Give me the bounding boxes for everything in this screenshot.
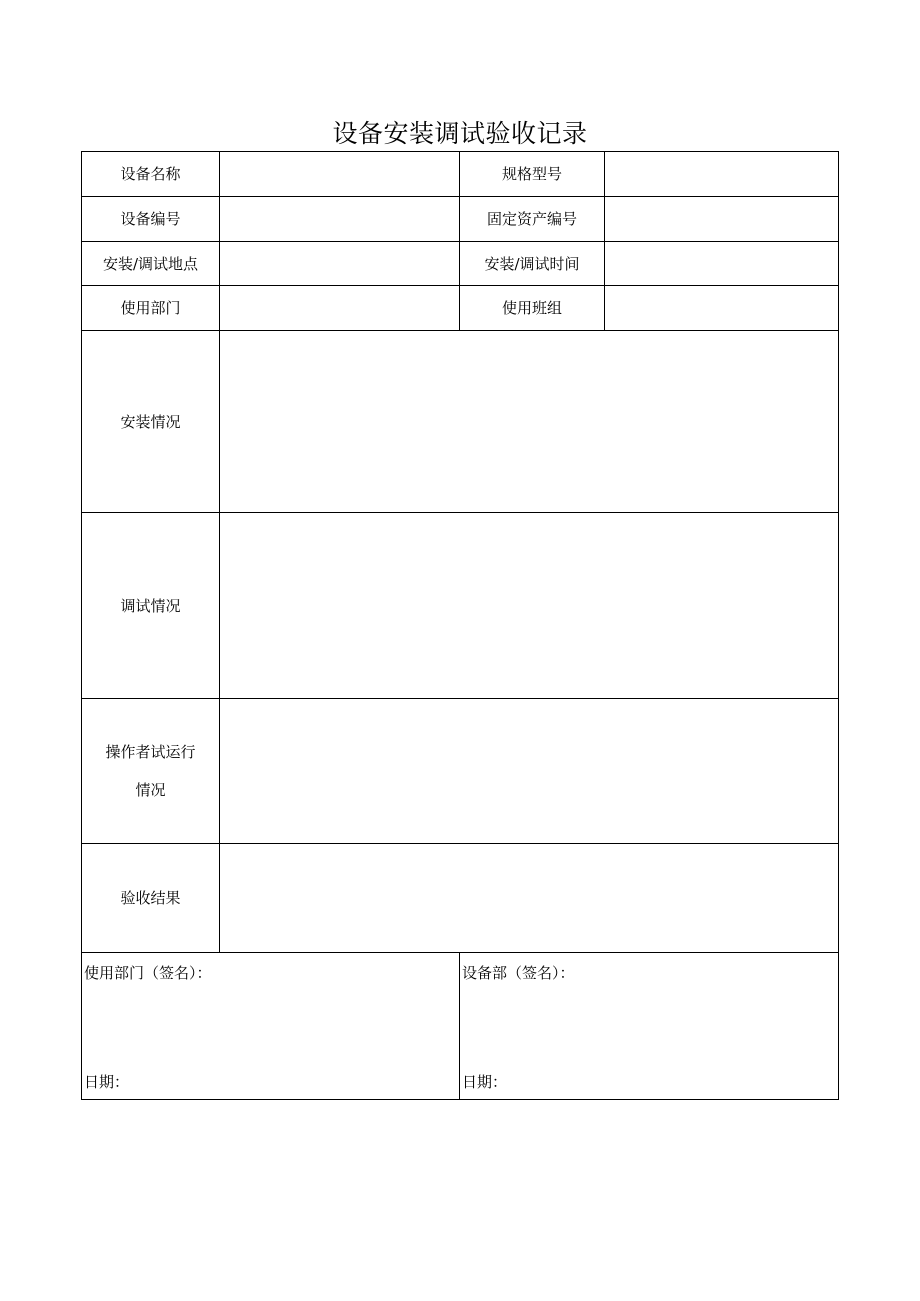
field-use-team[interactable] bbox=[605, 286, 838, 330]
field-acceptance-result[interactable] bbox=[220, 844, 838, 952]
label-install-time: 安装/调试时间 bbox=[484, 254, 580, 273]
label-install-place: 安装/调试地点 bbox=[102, 254, 199, 273]
label-spec-model: 规格型号 bbox=[501, 165, 562, 183]
label-asset-no: 固定资产编号 bbox=[486, 210, 577, 228]
label-device-name: 设备名称 bbox=[120, 165, 181, 183]
field-asset-no[interactable] bbox=[605, 197, 838, 241]
field-install-time[interactable] bbox=[605, 242, 838, 285]
field-spec-model[interactable] bbox=[605, 152, 838, 196]
label-acceptance-result: 验收结果 bbox=[120, 889, 181, 907]
date-right-label: 日期： bbox=[462, 1073, 508, 1091]
acceptance-form-table bbox=[81, 151, 839, 1100]
field-operator-trial[interactable] bbox=[220, 699, 838, 843]
field-device-no[interactable] bbox=[220, 197, 459, 241]
date-left-label: 日期： bbox=[84, 1073, 130, 1091]
label-use-dept: 使用部门 bbox=[120, 299, 181, 317]
label-operator-trial-line1: 操作者试运行 bbox=[105, 743, 196, 761]
equip-dept-signature-label: 设备部（签名）： bbox=[462, 964, 575, 982]
label-install-status: 安装情况 bbox=[120, 412, 181, 431]
label-use-team: 使用班组 bbox=[501, 299, 562, 317]
use-dept-signature-label: 使用部门（签名）： bbox=[84, 964, 212, 982]
page-title: 设备安装调试验收记录 bbox=[332, 119, 588, 148]
field-debug-status[interactable] bbox=[220, 513, 838, 698]
field-device-name[interactable] bbox=[220, 152, 459, 196]
field-install-status[interactable] bbox=[220, 331, 838, 512]
field-use-dept[interactable] bbox=[220, 286, 459, 330]
label-operator-trial-line2: 情况 bbox=[135, 781, 166, 799]
field-install-place[interactable] bbox=[220, 242, 459, 285]
label-debug-status: 调试情况 bbox=[120, 596, 181, 615]
label-operator-trial bbox=[82, 699, 219, 843]
row-divider bbox=[82, 952, 838, 953]
column-divider bbox=[459, 952, 460, 1099]
label-device-no: 设备编号 bbox=[120, 210, 181, 228]
